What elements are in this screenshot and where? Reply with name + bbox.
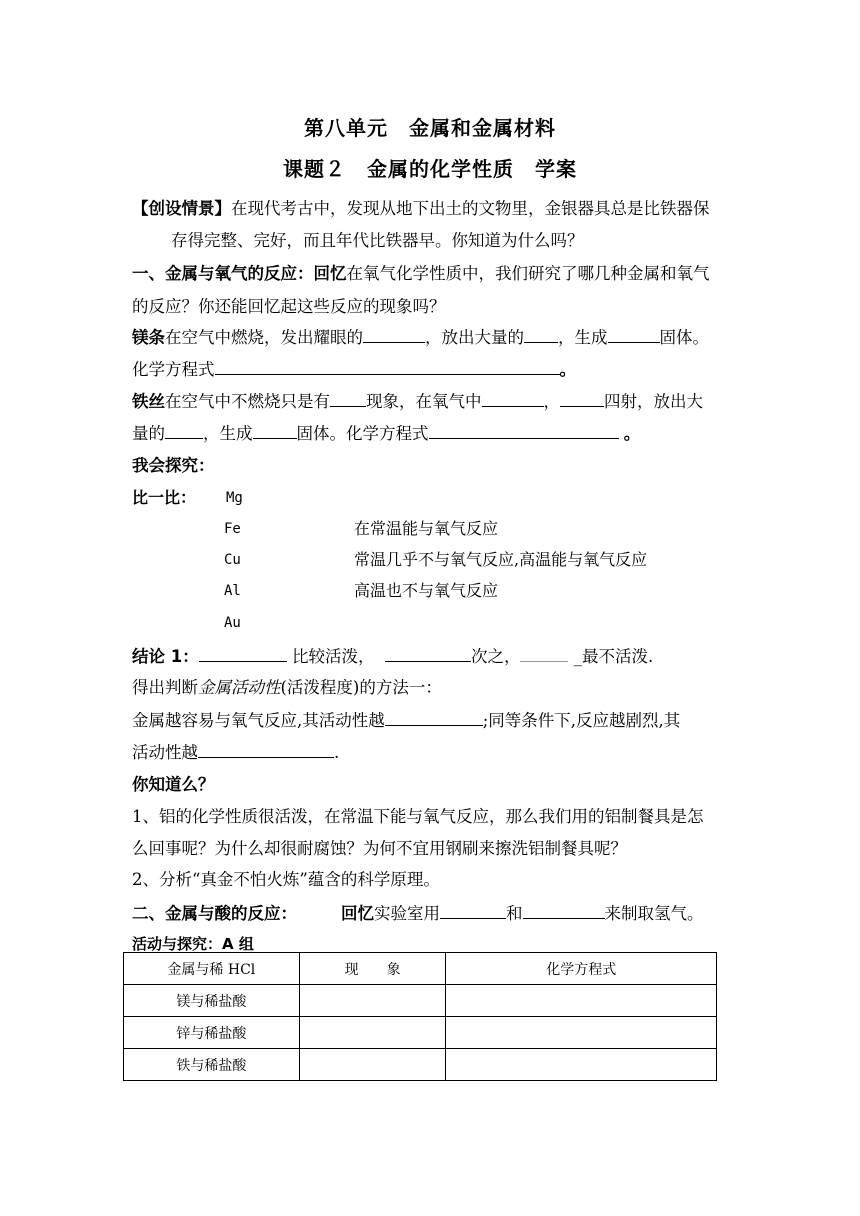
table-row bbox=[124, 1017, 717, 1049]
section1-line-1 bbox=[132, 262, 732, 286]
mg-equation-label: 化学方程式 bbox=[132, 360, 215, 379]
cu-note: 常温几乎不与氧气反应,高温能与氧气反应 bbox=[354, 550, 648, 569]
rule-line-1 bbox=[132, 708, 732, 733]
conclusion-label: 结论 1： bbox=[132, 647, 199, 666]
row-label-mg: 镁与稀盐酸 bbox=[124, 985, 300, 1017]
mg-text-c: ，生成 bbox=[558, 328, 608, 347]
section2-recall: 回忆 bbox=[341, 904, 374, 923]
fe-line-1 bbox=[132, 389, 732, 414]
section2-text-b: 和 bbox=[506, 904, 523, 923]
rule-blank-2[interactable] bbox=[198, 740, 334, 758]
table-header-equation: 化学方程式 bbox=[446, 953, 717, 985]
fe-text-b: 现象，在氧气中 bbox=[366, 392, 482, 411]
question-1-line-1: 1、铝的化学性质很活泼，在常温下能与氧气反应，那么我们用的铝制餐具是怎 bbox=[132, 807, 704, 826]
intro-label: 【创设情景】 bbox=[132, 199, 231, 218]
metal-al: Al bbox=[224, 583, 241, 599]
table-header-metal: 金属与稀 HCl bbox=[124, 953, 300, 985]
mg-equation-line bbox=[132, 357, 732, 382]
fe-text-a: 在空气中不燃烧只是有 bbox=[165, 392, 330, 411]
question-1-line-2: 么回事呢？为什么却很耐腐蚀？为何不宜用钢刷来擦洗铝制餐具呢？ bbox=[132, 839, 627, 858]
fe-blank-solid[interactable] bbox=[253, 421, 297, 439]
fe-blank-phenomenon[interactable] bbox=[330, 389, 366, 407]
section2-heading: 二、金属与酸的反应： bbox=[132, 904, 297, 923]
intro-text-1: 在现代考古中，发现从地下出土的文物里，金银器具总是比铁器保 bbox=[231, 199, 710, 218]
cell-equation-fe[interactable] bbox=[446, 1049, 717, 1081]
conclusion-blank-2[interactable] bbox=[385, 644, 471, 662]
table-row bbox=[124, 985, 717, 1017]
activity-heading: 活动与探究：A 组 bbox=[132, 935, 254, 953]
section2-blank-2[interactable] bbox=[523, 901, 605, 919]
method-italic: 金属活动性 bbox=[198, 678, 281, 697]
question-2: 2、分析“真金不怕火炼”蕴含的科学原理。 bbox=[132, 870, 440, 889]
cell-equation-zn[interactable] bbox=[446, 1017, 717, 1049]
acid-reaction-table bbox=[123, 952, 717, 1081]
rule1-text-b: ;同等条件下,反应越剧烈,其 bbox=[482, 711, 681, 730]
fe-text-f: ，生成 bbox=[203, 424, 253, 443]
fe-text-e: 量的 bbox=[132, 424, 165, 443]
mg-text-d: 固体。 bbox=[659, 328, 709, 347]
rule2-text-a: 活动性越 bbox=[132, 743, 198, 762]
cell-phenomenon-mg[interactable] bbox=[299, 985, 446, 1017]
metal-cu: Cu bbox=[224, 552, 241, 568]
mg-equation-end: 。 bbox=[559, 360, 576, 379]
section2-text-c: 来制取氢气。 bbox=[604, 904, 704, 923]
rule1-text-a: 金属越容易与氧气反应,其活动性越 bbox=[132, 711, 385, 730]
rule2-text-b: . bbox=[334, 743, 340, 762]
mg-blank-heat[interactable] bbox=[524, 325, 558, 343]
method-line bbox=[132, 676, 732, 700]
intro-line-2: 存得完整、完好，而且年代比铁器早。你知道为什么吗？ bbox=[171, 231, 584, 250]
fe-blank-heat[interactable] bbox=[165, 421, 203, 439]
fe-text-d: 四射，放出大 bbox=[604, 392, 703, 411]
cell-phenomenon-zn[interactable] bbox=[299, 1017, 446, 1049]
section1-line-2: 的反应？你还能回忆起这些反应的现象吗？ bbox=[132, 297, 446, 316]
fe-equation-end: 。 bbox=[623, 424, 641, 443]
conclusion-text-b: 次之， bbox=[470, 647, 521, 666]
section2-blank-1[interactable] bbox=[440, 901, 506, 919]
cell-equation-mg[interactable] bbox=[446, 985, 717, 1017]
mg-text-b: ，放出大量的 bbox=[425, 328, 524, 347]
section2-line bbox=[132, 901, 732, 926]
cell-phenomenon-fe[interactable] bbox=[299, 1049, 446, 1081]
conclusion-blank-1[interactable] bbox=[199, 644, 287, 662]
method-text-a: 得出判断 bbox=[132, 678, 198, 697]
mg-blank-solid[interactable] bbox=[608, 325, 660, 343]
fe-text-c: ， bbox=[543, 392, 560, 411]
table-row bbox=[124, 1049, 717, 1081]
section1-text-1: 在氧气化学性质中，我们研究了哪几种金属和氧气 bbox=[346, 264, 710, 283]
compare-label: 比一比： bbox=[132, 488, 197, 507]
explore-heading: 我会探究： bbox=[132, 456, 215, 475]
table-header-row bbox=[124, 953, 717, 985]
mg-blank-light[interactable] bbox=[363, 325, 425, 343]
al-note: 高温也不与氧气反应 bbox=[354, 581, 499, 600]
row-label-fe: 铁与稀盐酸 bbox=[124, 1049, 300, 1081]
fe-line-2 bbox=[132, 421, 732, 446]
row-label-zn: 锌与稀盐酸 bbox=[124, 1017, 300, 1049]
rule-line-2 bbox=[132, 740, 732, 765]
mg-line bbox=[132, 325, 732, 350]
fe-text-g: 固体。化学方程式 bbox=[296, 424, 429, 443]
lesson-title: 课题２ 金属的化学性质 学案 bbox=[283, 157, 577, 181]
fe-blank-oxygen[interactable] bbox=[482, 389, 544, 407]
mg-text-a: 在空气中燃烧，发出耀眼的 bbox=[165, 328, 363, 347]
conclusion-line bbox=[132, 644, 732, 669]
know-heading: 你知道么？ bbox=[132, 775, 215, 794]
section1-heading: 一、金属与氧气的反应：回忆 bbox=[132, 264, 347, 283]
unit-title: 第八单元 金属和金属材料 bbox=[304, 116, 556, 140]
fe-blank-sparks[interactable] bbox=[560, 389, 604, 407]
mg-label: 镁条 bbox=[132, 328, 165, 347]
rule-blank-1[interactable] bbox=[385, 708, 483, 726]
conclusion-text-a: 比较活泼， bbox=[291, 647, 375, 666]
intro-line-1 bbox=[132, 197, 732, 221]
conclusion-blank-3[interactable] bbox=[520, 644, 568, 662]
metal-fe: Fe bbox=[224, 521, 241, 537]
method-text-b: (活泼程度)的方法一： bbox=[280, 678, 442, 697]
metal-au: Au bbox=[224, 615, 241, 631]
metal-mg: Mg bbox=[226, 490, 243, 506]
fe-label: 铁丝 bbox=[132, 392, 165, 411]
fe-equation-blank[interactable] bbox=[429, 421, 619, 439]
mg-equation-blank[interactable] bbox=[215, 357, 560, 375]
conclusion-text-c: _最不活泼. bbox=[573, 647, 654, 666]
section2-text-a: 实验室用 bbox=[374, 904, 440, 923]
fe-note: 在常温能与氧气反应 bbox=[354, 519, 499, 538]
table-header-phenomenon: 现 象 bbox=[299, 953, 446, 985]
